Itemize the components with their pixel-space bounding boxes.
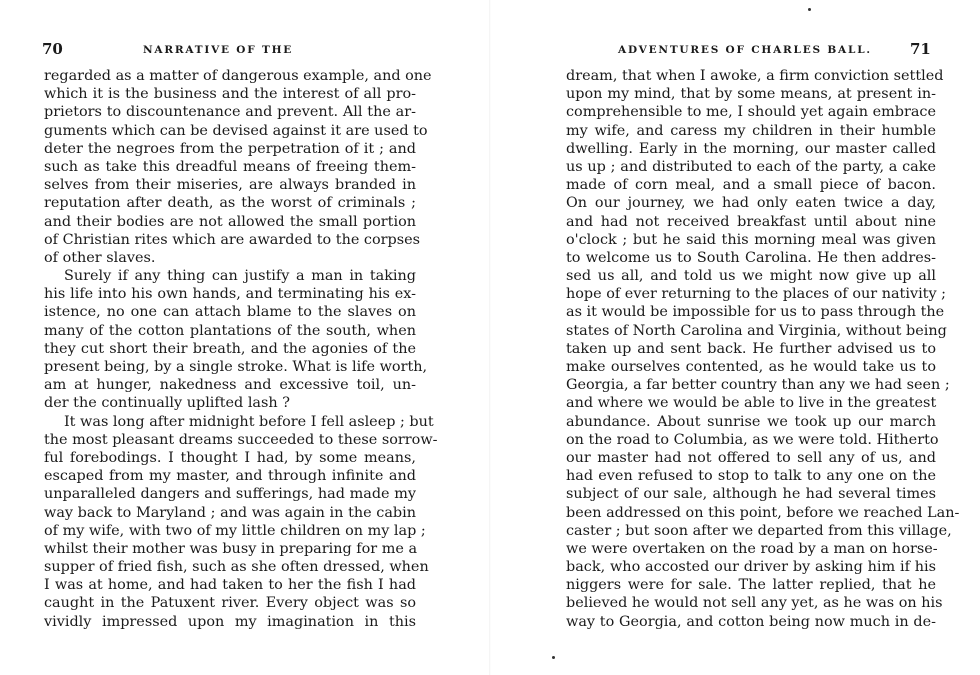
text-line: upon my mind, that by some means, at present in- (566, 86, 936, 103)
text-line: It was long after midnight before I fell asleep ; but (64, 413, 434, 430)
text-line: and their bodies are not allowed the small portion (44, 213, 416, 230)
text-line: subject of our sale, although he had several times (566, 486, 936, 503)
text-line: dream, that when I awoke, a firm conviction settled (566, 68, 944, 84)
text-line: believed he would not sell any yet, as he was on his (566, 595, 943, 612)
text-line: taken up and sent back. He further advised us to (566, 340, 936, 357)
text-line: we were overtaken on the road by a man on horse- (566, 540, 938, 557)
text-line: regarded as a matter of dangerous example, and one (44, 68, 432, 84)
text-line: many of the cotton plantations of the south, when (44, 322, 416, 339)
text-line: made of corn meal, and a small piece of bacon. (566, 177, 936, 194)
text-line: us up ; and distributed to each of the party, a cake (566, 158, 936, 175)
text-line: dwelling. Early in the morning, our master called (566, 140, 936, 157)
text-line: On our journey, we had only eaten twice a day, (566, 195, 936, 212)
text-line: our master had not offered to sell any of us, and (566, 449, 936, 466)
text-line: ful forebodings. I thought I had, by some means, (44, 449, 416, 466)
right-page (490, 0, 980, 675)
text-line: Surely if any thing can justify a man in taking (64, 268, 416, 285)
text-line: my wife, and caress my children in their humble (566, 122, 936, 139)
text-line: of Christian rites which are awarded to the corpses (44, 231, 421, 248)
text-line: prietors to discountenance and prevent. All the ar- (44, 104, 416, 121)
print-speck (808, 8, 811, 11)
text-line: been addressed on this point, before we reached Lan- (566, 504, 960, 521)
text-line: states of North Carolina and Virginia, without being (566, 322, 947, 339)
text-line: whilst their mother was busy in preparing for me a (44, 540, 418, 557)
text-line: caught in the Patuxent river. Every object was so (44, 595, 416, 612)
text-line: to welcome us to South Carolina. He then addres- (566, 249, 936, 266)
text-line: supper of fried fish, such as she often dressed, when (44, 559, 429, 576)
text-line: way back to Maryland ; and was again in the cabin (44, 504, 416, 521)
page-body-text (566, 67, 960, 631)
text-line: the most pleasant dreams succeeded to these sorrow- (44, 431, 438, 448)
text-line: they cut short their breath, and the agonies of the (44, 340, 416, 357)
text-line: Georgia, a far better country than any we had seen ; (566, 377, 950, 394)
text-line: had even refused to stop to talk to any one on the (566, 468, 936, 485)
text-line: on the road to Columbia, as we were told. Hitherto (566, 431, 939, 448)
text-line: and had not received breakfast until about nine (566, 213, 936, 230)
print-speck (552, 656, 555, 659)
text-line: of my wife, with two of my little children on my lap ; (44, 522, 426, 539)
text-line: o'clock ; but he said this morning meal was given (566, 231, 936, 248)
text-line: present being, by a single stroke. What is life worth, (44, 359, 428, 375)
text-line: which it is the business and the interest of all pro- (44, 86, 416, 103)
text-line: his life into his own hands, and terminating his ex- (44, 286, 416, 303)
running-head: NARRATIVE OF THE (143, 44, 294, 56)
text-line: comprehensible to me, I should yet again embrace (566, 104, 936, 121)
text-line: escaped from my master, and through infinite and (44, 468, 416, 485)
text-line: vividly impressed upon my imagination in this (44, 613, 416, 630)
text-line: back, who accosted our driver by asking him if his (566, 559, 936, 576)
page-body-text (44, 67, 438, 631)
text-line: such as take this dreadful means of freeing them- (44, 158, 416, 175)
text-line: guments which can be devised against it are used to (44, 122, 428, 139)
text-line: as it would be impossible for us to pass through the (566, 304, 945, 321)
text-line: istence, no one can attach blame to the slaves on (44, 304, 416, 321)
text-line: unparalleled dangers and sufferings, had made my (44, 486, 416, 503)
text-line: hope of ever returning to the places of our nativity ; (566, 286, 947, 303)
text-line: of other slaves. (44, 249, 156, 266)
text-line: I was at home, and had taken to her the fish I had (44, 577, 416, 594)
text-line: niggers were for sale. The latter replied, that he (566, 577, 936, 594)
text-line: way to Georgia, and cotton being now much in de- (566, 613, 936, 630)
text-line: abundance. About sunrise we took up our march (566, 413, 936, 430)
text-line: reputation after death, as the worst of criminals ; (44, 195, 416, 212)
text-line: make ourselves contented, as he would take us to (566, 359, 936, 375)
text-line: sed us all, and told us we might now give up all (566, 268, 936, 285)
text-line: der the continually uplifted lash ? (44, 395, 290, 412)
page-number: 71 (910, 40, 931, 58)
text-line: selves from their miseries, are always branded in (44, 177, 416, 194)
text-line: deter the negroes from the perpetration of it ; and (44, 140, 416, 157)
page-number: 70 (42, 40, 63, 58)
text-line: am at hunger, nakedness and excessive toil, un- (44, 377, 416, 394)
running-head: ADVENTURES OF CHARLES BALL. (618, 44, 872, 56)
text-line: caster ; but soon after we departed from this village, (566, 522, 952, 539)
text-line: and where we would be able to live in the greatest (566, 395, 937, 412)
